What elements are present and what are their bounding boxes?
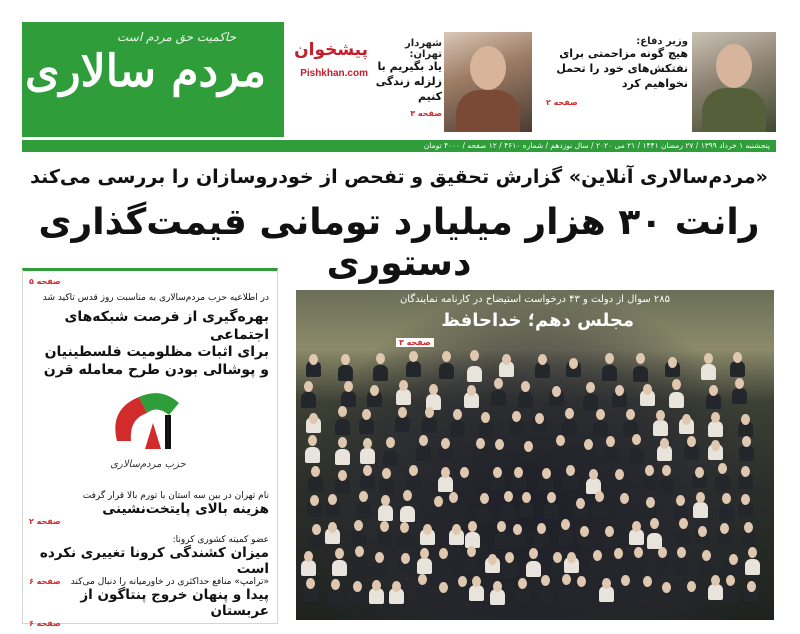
crowd-person [687, 581, 696, 592]
crowd-body [617, 502, 632, 518]
crowd-body [478, 422, 493, 438]
crowd-person [363, 438, 372, 449]
crowd-person [338, 406, 347, 417]
defense-minister-photo [692, 32, 776, 132]
crowd-person [595, 491, 604, 502]
crowd-body [653, 420, 668, 436]
leftcol-main-line-3: و پوشالی بودن طرح معامله قرن [43, 361, 269, 378]
crowd-person [620, 493, 629, 504]
leftcol-main-line-2: برای اثبات مظلومیت فلسطینیان [44, 344, 269, 360]
crowd-person [658, 547, 667, 558]
crowd-body [438, 476, 453, 492]
crowd-person [308, 435, 317, 446]
crowd-person [584, 439, 593, 450]
crowd-body [739, 445, 754, 461]
crowd-body [708, 421, 723, 437]
crowd-person [586, 382, 595, 393]
crowd-body [518, 392, 533, 408]
crowd-person [606, 436, 615, 447]
crowd-body [732, 388, 747, 404]
crowd-body [674, 560, 689, 576]
story-3-head: پیدا و پنهان خروج پنتاگون از عربستان [80, 587, 269, 619]
parliament-photo[interactable] [296, 290, 774, 620]
crowd-person [434, 496, 443, 507]
crowd-body [395, 416, 410, 432]
leftcol-story-3[interactable] [29, 577, 269, 628]
crowd-person [677, 547, 686, 558]
crowd-body [301, 392, 316, 408]
crowd-person [565, 408, 574, 419]
crowd-person [419, 435, 428, 446]
crowd-body [335, 449, 350, 465]
crowd-person [423, 524, 432, 535]
photo-page-ref: صفحه ۳ [396, 338, 434, 347]
crowd-body [745, 559, 760, 575]
crowd-person [311, 466, 320, 477]
crowd-person [698, 526, 707, 537]
crowd-person [467, 385, 476, 396]
crowd-body [559, 588, 574, 604]
crowd-body [379, 478, 394, 494]
crowd-person [441, 467, 450, 478]
crowd-person [418, 574, 427, 585]
crowd-body [352, 558, 367, 574]
masthead-name: مردم سالاری [24, 46, 266, 97]
crowd-person [514, 467, 523, 478]
crowd-person [662, 582, 671, 593]
crowd-body [341, 391, 356, 407]
crowd-person [696, 492, 705, 503]
crowd-body [431, 505, 446, 521]
crowd-person [472, 576, 481, 587]
crowd-person [439, 548, 448, 559]
teaser-mayor-label: شهردار تهران: [405, 38, 442, 60]
crowd-person [375, 552, 384, 563]
crowd-person [522, 492, 531, 503]
crowd-person [733, 352, 742, 363]
crowd-person [392, 581, 401, 592]
crowd-body [715, 474, 730, 490]
crowd-person [562, 574, 571, 585]
crowd-person [304, 551, 313, 562]
crowd-person [497, 521, 506, 532]
crowd-body [741, 531, 756, 547]
crowd-body [415, 588, 430, 604]
pishkhan-logo[interactable] [286, 40, 368, 110]
crowd-person [467, 546, 476, 557]
crowd-person [741, 494, 750, 505]
crowd-person [580, 526, 589, 537]
kicker-headline[interactable]: «مردم‌سالاری آنلاین» گزارش تحقیق و تفحص از خودروسازان را بررسی می‌کند [30, 166, 768, 188]
crowd-body [439, 363, 454, 379]
crowd-body [436, 562, 451, 578]
story-1-page: صفحه ۲ [29, 517, 61, 526]
teaser-mayor-page: صفحه ۳ [410, 108, 442, 118]
crowd-body [417, 558, 432, 574]
crowd-body [574, 589, 589, 605]
crowd-person [513, 524, 522, 535]
crowd-body [494, 533, 509, 549]
crowd-body [377, 531, 392, 547]
crowd-body [642, 473, 657, 489]
crowd-person [679, 518, 688, 529]
crowd-body [400, 506, 415, 522]
crowd-body [372, 561, 387, 577]
crowd-body [593, 421, 608, 437]
story-1-small: نام تهران در بین سه استان با تورم بالا قرار گرفت [82, 491, 269, 501]
date-info-bar [22, 140, 776, 152]
crowd-body [519, 502, 534, 518]
crowd-body [592, 502, 607, 518]
crowd-person [626, 409, 635, 420]
crowd-body [544, 503, 559, 519]
crowd-person [452, 524, 461, 535]
crowd-body [502, 561, 517, 577]
crowd-body [464, 558, 479, 574]
crowd-person [453, 409, 462, 420]
crowd-person [399, 380, 408, 391]
crowd-body [397, 533, 412, 549]
teaser-defense[interactable] [546, 32, 776, 132]
crowd-body [351, 531, 366, 547]
crowd-person [535, 413, 544, 424]
crowd-person [380, 521, 389, 532]
crowd-body [378, 505, 393, 521]
crowd-body [455, 590, 470, 606]
crowd-person [634, 547, 643, 558]
crowd-body [360, 448, 375, 464]
photo-big-caption: مجلس دهم؛ خداحافظ [441, 310, 634, 331]
crowd-person [354, 520, 363, 531]
crowd-person [470, 350, 479, 361]
crowd-person [672, 379, 681, 390]
leftcol-page-ref: صفحه ۵ [29, 277, 61, 286]
crowd-body [477, 506, 492, 522]
crowd-body [699, 560, 714, 576]
crowd-person [596, 409, 605, 420]
crowd-body [491, 390, 506, 406]
crowd-person [722, 493, 731, 504]
crowd-body [416, 445, 431, 461]
crowd-person [704, 353, 713, 364]
crowd-body [701, 364, 716, 380]
crowd-body [501, 504, 516, 520]
crowd-person [488, 554, 497, 565]
crowd-person [382, 468, 391, 479]
party-logo-icon [99, 379, 199, 459]
leftcol-main-story[interactable] [29, 309, 269, 379]
crowd-body [396, 389, 411, 405]
crowd-body [669, 392, 684, 408]
crowd-person [468, 521, 477, 532]
crowd-person [605, 353, 614, 364]
teaser-defense-page: صفحه ۲ [546, 97, 578, 107]
main-headline[interactable]: رانت ۳۰ هزار میلیارد تومانی قیمت‌گذاری دستوری [38, 202, 760, 284]
crowd-person [376, 353, 385, 364]
crowd-person [480, 493, 489, 504]
crowd-body [629, 448, 644, 464]
crowd-person [636, 353, 645, 364]
mayor-photo [444, 32, 532, 132]
crowd-person [338, 437, 347, 448]
leftcol-story-1[interactable] [29, 491, 269, 526]
crowd-body [631, 559, 646, 575]
left-column [22, 268, 278, 628]
crowd-person [561, 519, 570, 530]
crowd-person [362, 409, 371, 420]
story-3-small: «ترامپ» منافع حداکثری در خاورمیانه را دنبال می‌کند [70, 577, 269, 587]
crowd-person [726, 575, 735, 586]
crowd-body [338, 365, 353, 381]
crowd-body [309, 532, 324, 548]
pishkhan-logo-text: پیشخوان [294, 40, 368, 60]
crowd-person [650, 518, 659, 529]
crowd-body [618, 585, 633, 601]
crowd-person [481, 412, 490, 423]
crowd-person [702, 550, 711, 561]
crowd-person [460, 467, 469, 478]
crowd-body [422, 417, 437, 433]
crowd-body [633, 366, 648, 382]
crowd-body [450, 421, 465, 437]
crowd-body [708, 584, 723, 600]
crowd-body [301, 560, 316, 576]
masthead-slogan: حاکمیت حق مردم است [117, 30, 236, 44]
crowd-body [526, 561, 541, 577]
crowd-person [476, 438, 485, 449]
crowd-person [400, 522, 409, 533]
crowd-person [748, 547, 757, 558]
crowd-person [359, 491, 368, 502]
crowd-person [344, 381, 353, 392]
crowd-person [502, 354, 511, 365]
crowd-person [442, 351, 451, 362]
crowd-person [304, 381, 313, 392]
story-1-head: هزینه بالای پایتخت‌نشینی [102, 501, 269, 517]
crowd-person [335, 548, 344, 559]
crowd-body [469, 585, 484, 601]
crowd-body [655, 557, 670, 573]
crowd-person [493, 467, 502, 478]
crowd-body [332, 560, 347, 576]
crowd-person [566, 465, 575, 476]
crowd-body [359, 418, 374, 434]
crowd-body [308, 476, 323, 492]
crowd-person [687, 436, 696, 447]
crowd-body [719, 505, 734, 521]
crowd-person [741, 466, 750, 477]
crowd-person [386, 437, 395, 448]
crowd-body [383, 450, 398, 466]
crowd-person [741, 414, 750, 425]
crowd-body [467, 366, 482, 382]
crowd-body [676, 529, 691, 545]
crowd-person [729, 554, 738, 565]
story-3-page: صفحه ۶ [29, 619, 61, 628]
teaser-defense-label: وزیر دفاع: [636, 36, 688, 47]
crowd-person [569, 358, 578, 369]
crowd-person [458, 576, 467, 587]
crowd-body [538, 589, 553, 605]
crowd-body [492, 448, 507, 464]
crowd-person [355, 546, 364, 557]
crowd-person [656, 410, 665, 421]
teaser-mayor-text: یاد بگیریم با زلزله زندگی کنیم [375, 60, 442, 103]
crowd-person [711, 575, 720, 586]
crowd-person [576, 498, 585, 509]
crowd-body [328, 589, 343, 605]
date-info-text: پنجشنبه ۱ خرداد ۱۳۹۹ / ۲۷ رمضان ۱۴۴۱ / ۲۱ می ۲۰۲۰ / سال نوزدهم / شماره ۴۶۱۰ / ۱۲ صفحه / ۴۰۰۰ تومان [423, 141, 770, 150]
crowd-body [406, 361, 421, 377]
crowd-person [646, 497, 655, 508]
crowd-body [659, 478, 674, 494]
crowd-body [611, 557, 626, 573]
crowd-person [645, 465, 654, 476]
leftcol-intro: در اطلاعیه حزب مردم‌سالاری به مناسبت روز قدس تاکید شد [42, 293, 269, 303]
crowd-person [556, 435, 565, 446]
crowd-person [409, 465, 418, 476]
crowd-person [504, 491, 513, 502]
crowd-body [553, 447, 568, 463]
crowd-person [312, 524, 321, 535]
story-2-small: عضو کمیته کشوری کرونا: [172, 535, 269, 545]
crowd-person [668, 357, 677, 368]
crowd-body [558, 529, 573, 545]
photo-small-caption: ۲۸۵ سوال از دولت و ۴۳ درخواست استیضاح در کارنامه نمایندگان [399, 294, 671, 305]
crowd-body [562, 420, 577, 436]
crowd-body [373, 365, 388, 381]
crowd-person [518, 578, 527, 589]
crowd-person [711, 440, 720, 451]
crowd-person [403, 490, 412, 501]
crowd-person [505, 552, 514, 563]
masthead-logo[interactable] [22, 22, 284, 137]
crowd-person [643, 576, 652, 587]
crowd-person [425, 407, 434, 418]
crowd-person [353, 581, 362, 592]
crowd-person [718, 463, 727, 474]
crowd-body [723, 588, 738, 604]
crowd-person [341, 354, 350, 365]
crowd-body [602, 365, 617, 381]
crowd-person [541, 575, 550, 586]
story-2-head: میزان کشندگی کرونا تغییری نکرده است [39, 545, 269, 577]
crowd-person [409, 351, 418, 362]
teaser-mayor[interactable] [372, 32, 532, 132]
crowd-body [693, 502, 708, 518]
teaser-defense-text: هیچ گونه مزاحمتی برای نفتکش‌های خود را تحمل نخواهیم کرد [556, 47, 688, 90]
crowd-body [730, 361, 745, 377]
crowd-person [552, 386, 561, 397]
crowd-person [370, 385, 379, 396]
crowd-person [494, 378, 503, 389]
pishkhan-url: Pishkhan.com [300, 68, 368, 79]
crowd-person [547, 492, 556, 503]
party-name: حزب مردم‌سالاری [110, 459, 186, 470]
crowd-body [356, 502, 371, 518]
crowd-person [744, 522, 753, 533]
crowd-body [603, 447, 618, 463]
crowd-body [305, 447, 320, 463]
story-2-page: صفحه ۶ [29, 577, 61, 586]
crowd-person [662, 465, 671, 476]
crowd-body [335, 419, 350, 435]
crowd-person [524, 441, 533, 452]
party-logo [99, 379, 199, 469]
crowd-person [720, 523, 729, 534]
crowd-person [643, 384, 652, 395]
crowd-person [577, 576, 586, 587]
crowd-person [621, 575, 630, 586]
crowd-person [521, 381, 530, 392]
leftcol-main-line-1: بهره‌گیری از فرصت شبکه‌های اجتماعی [64, 309, 269, 343]
crowd-person [529, 548, 538, 559]
crowd-person [328, 522, 337, 533]
crowd-person [632, 434, 641, 445]
crowd-body [457, 476, 472, 492]
crowd-body [583, 394, 598, 410]
